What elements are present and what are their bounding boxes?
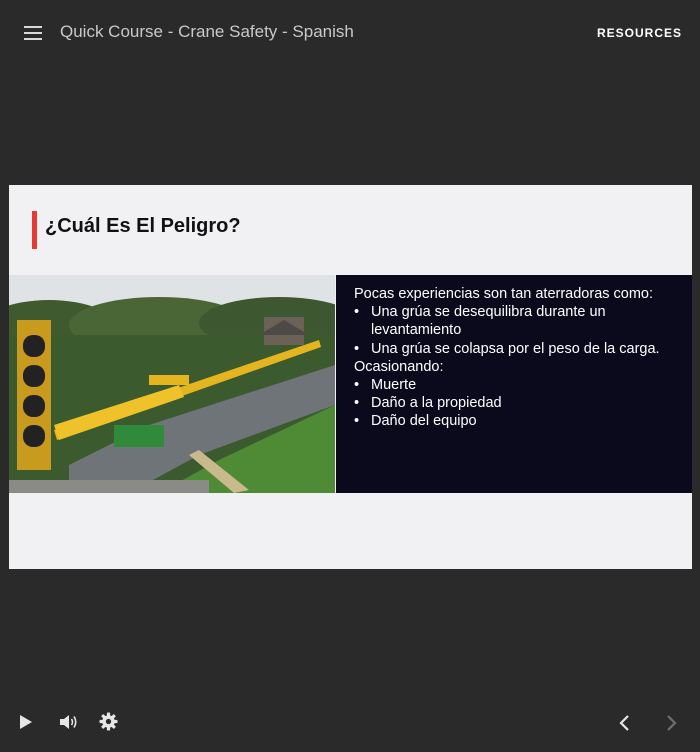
playback-controls [0, 700, 700, 752]
risk-list [354, 303, 680, 358]
slide-title: ¿Cuál Es El Peligro? [45, 215, 241, 237]
consequence-label: Ocasionando: [354, 358, 444, 375]
intro-text: Pocas experiencias son tan aterradoras como: [354, 286, 654, 302]
hamburger-menu-icon[interactable] [24, 26, 42, 40]
list-item: • Daño a la propiedad [354, 394, 680, 412]
gear-icon[interactable] [99, 712, 118, 736]
hazard-text-panel [336, 275, 692, 493]
list-item: • Muerte [354, 376, 680, 394]
list-item: • Una grúa se colapsa por el peso de la carga. [354, 340, 680, 358]
resources-button[interactable]: RESOURCES [596, 26, 682, 40]
course-title: Quick Course - Crane Safety - Spanish [60, 22, 354, 41]
chevron-right-icon[interactable] [665, 714, 679, 737]
title-accent-bar [32, 211, 37, 249]
consequence-list [354, 376, 680, 431]
list-item: • Una grúa se desequilibra durante un levantamiento [354, 303, 680, 339]
chevron-left-icon[interactable] [617, 714, 631, 737]
slide [9, 185, 692, 569]
volume-icon[interactable] [59, 713, 79, 736]
play-icon[interactable] [19, 714, 33, 735]
list-item: • Daño del equipo [354, 412, 680, 430]
top-bar [0, 0, 700, 64]
collapsed-crane-photo [9, 275, 335, 493]
